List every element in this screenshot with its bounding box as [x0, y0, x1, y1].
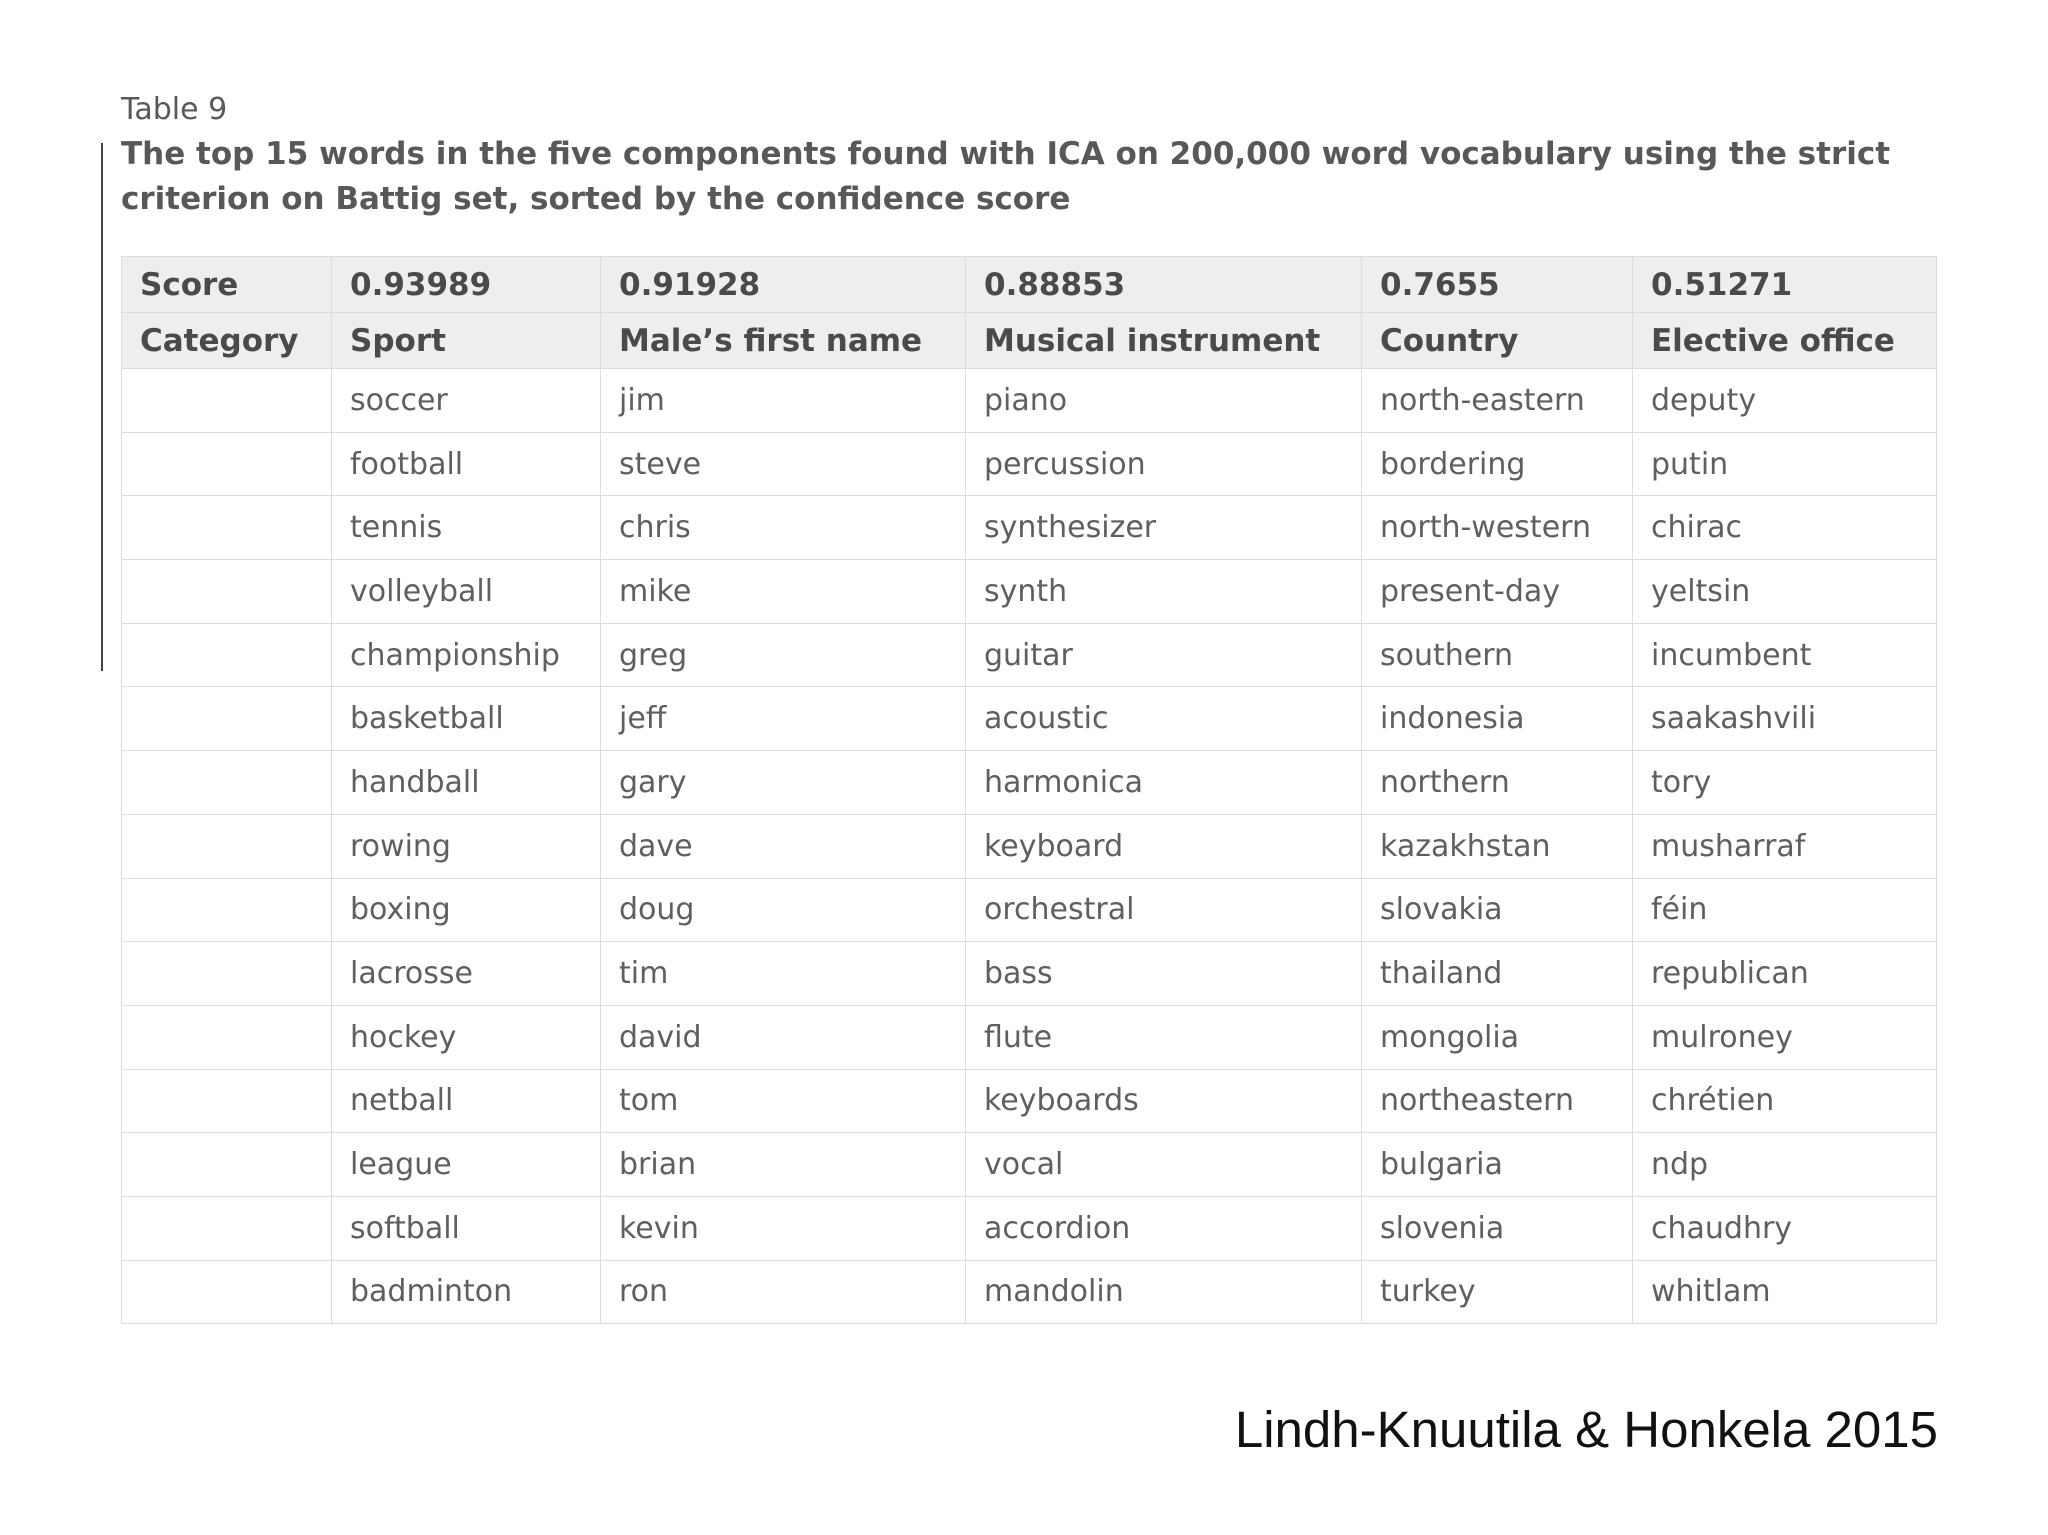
category-header: Category [122, 313, 332, 369]
row-label-cell [122, 814, 332, 878]
word-cell: tim [601, 942, 966, 1006]
table-row [122, 751, 1937, 815]
word-cell: orchestral [966, 878, 1362, 942]
word-cell: tennis [332, 496, 601, 560]
word-cell: indonesia [1362, 687, 1633, 751]
row-label-cell [122, 369, 332, 433]
citation-text: Lindh-Knuutila & Honkela 2015 [1234, 1401, 1938, 1458]
word-cell: north-western [1362, 496, 1633, 560]
word-cell: incumbent [1633, 623, 1937, 687]
word-cell: netball [332, 1069, 601, 1133]
word-cell: football [332, 432, 601, 496]
word-cell: handball [332, 751, 601, 815]
word-cell: kazakhstan [1362, 814, 1633, 878]
row-label-cell [122, 1069, 332, 1133]
word-cell: ron [601, 1260, 966, 1324]
table-number-label: Table 9 [121, 92, 228, 127]
word-cell: mongolia [1362, 1005, 1633, 1069]
word-cell: southern [1362, 623, 1633, 687]
category-cell: Country [1362, 313, 1633, 369]
category-cell: Male’s first name [601, 313, 966, 369]
row-label-cell [122, 623, 332, 687]
word-cell: whitlam [1633, 1260, 1937, 1324]
word-cell: greg [601, 623, 966, 687]
word-cell: yeltsin [1633, 560, 1937, 624]
category-cell: Sport [332, 313, 601, 369]
word-cell: soccer [332, 369, 601, 433]
word-cell: jim [601, 369, 966, 433]
word-cell: ndp [1633, 1133, 1937, 1197]
word-cell: guitar [966, 623, 1362, 687]
word-cell: basketball [332, 687, 601, 751]
word-cell: steve [601, 432, 966, 496]
score-cell: 0.93989 [332, 257, 601, 313]
table-row [122, 432, 1937, 496]
word-cell: deputy [1633, 369, 1937, 433]
word-cell: bordering [1362, 432, 1633, 496]
table-row [122, 1133, 1937, 1197]
word-cell: republican [1633, 942, 1937, 1006]
word-cell: flute [966, 1005, 1362, 1069]
word-cell: keyboards [966, 1069, 1362, 1133]
word-cell: jeff [601, 687, 966, 751]
word-cell: piano [966, 369, 1362, 433]
row-label-cell [122, 942, 332, 1006]
table-row [122, 814, 1937, 878]
word-cell: david [601, 1005, 966, 1069]
word-cell: musharraf [1633, 814, 1937, 878]
word-cell: brian [601, 1133, 966, 1197]
word-cell: volleyball [332, 560, 601, 624]
word-cell: dave [601, 814, 966, 878]
word-cell: doug [601, 878, 966, 942]
table-caption: The top 15 words in the five components found with ICA on 200,000 word vocabulary using the strict criterion on Battig set, sorted by the confidence score [121, 136, 1891, 217]
word-cell: mandolin [966, 1260, 1362, 1324]
word-cell: hockey [332, 1005, 601, 1069]
word-cell: putin [1633, 432, 1937, 496]
word-cell: tory [1633, 751, 1937, 815]
row-label-cell [122, 1260, 332, 1324]
word-cell: league [332, 1133, 601, 1197]
row-label-cell [122, 687, 332, 751]
score-cell: 0.51271 [1633, 257, 1937, 313]
table-row [122, 1005, 1937, 1069]
ica-components-table [121, 256, 1937, 1324]
word-cell: chris [601, 496, 966, 560]
table-row [122, 1069, 1937, 1133]
word-cell: northern [1362, 751, 1633, 815]
word-cell: turkey [1362, 1260, 1633, 1324]
table-row [122, 1260, 1937, 1324]
word-cell: thailand [1362, 942, 1633, 1006]
word-cell: chrétien [1633, 1069, 1937, 1133]
word-cell: kevin [601, 1196, 966, 1260]
word-cell: boxing [332, 878, 601, 942]
word-cell: slovenia [1362, 1196, 1633, 1260]
table-row [122, 687, 1937, 751]
word-cell: saakashvili [1633, 687, 1937, 751]
table-row [122, 369, 1937, 433]
word-cell: bulgaria [1362, 1133, 1633, 1197]
word-cell: tom [601, 1069, 966, 1133]
row-label-cell [122, 1133, 332, 1197]
word-cell: acoustic [966, 687, 1362, 751]
word-cell: north-eastern [1362, 369, 1633, 433]
score-cell: 0.91928 [601, 257, 966, 313]
word-cell: accordion [966, 1196, 1362, 1260]
row-label-cell [122, 496, 332, 560]
category-cell: Elective office [1633, 313, 1937, 369]
table-body [122, 369, 1937, 1324]
table-row [122, 878, 1937, 942]
word-cell: slovakia [1362, 878, 1633, 942]
word-cell: harmonica [966, 751, 1362, 815]
row-label-cell [122, 878, 332, 942]
row-label-cell [122, 1196, 332, 1260]
word-cell: softball [332, 1196, 601, 1260]
table-row [122, 942, 1937, 1006]
word-cell: lacrosse [332, 942, 601, 1006]
word-cell: synth [966, 560, 1362, 624]
word-cell: present-day [1362, 560, 1633, 624]
category-cell: Musical instrument [966, 313, 1362, 369]
word-cell: championship [332, 623, 601, 687]
word-cell: féin [1633, 878, 1937, 942]
word-cell: keyboard [966, 814, 1362, 878]
word-cell: gary [601, 751, 966, 815]
word-cell: rowing [332, 814, 601, 878]
score-cell: 0.88853 [966, 257, 1362, 313]
table-row [122, 560, 1937, 624]
left-margin-rule [101, 143, 103, 671]
word-cell: northeastern [1362, 1069, 1633, 1133]
word-cell: mike [601, 560, 966, 624]
table-row [122, 1196, 1937, 1260]
word-cell: synthesizer [966, 496, 1362, 560]
word-cell: mulroney [1633, 1005, 1937, 1069]
word-cell: vocal [966, 1133, 1362, 1197]
word-cell: badminton [332, 1260, 601, 1324]
score-cell: 0.7655 [1362, 257, 1633, 313]
table-row [122, 496, 1937, 560]
word-cell: chaudhry [1633, 1196, 1937, 1260]
row-label-cell [122, 751, 332, 815]
word-cell: percussion [966, 432, 1362, 496]
score-row [122, 257, 1937, 313]
row-label-cell [122, 432, 332, 496]
row-label-cell [122, 560, 332, 624]
row-label-cell [122, 1005, 332, 1069]
category-row [122, 313, 1937, 369]
word-cell: bass [966, 942, 1362, 1006]
table-row [122, 623, 1937, 687]
score-header: Score [122, 257, 332, 313]
word-cell: chirac [1633, 496, 1937, 560]
